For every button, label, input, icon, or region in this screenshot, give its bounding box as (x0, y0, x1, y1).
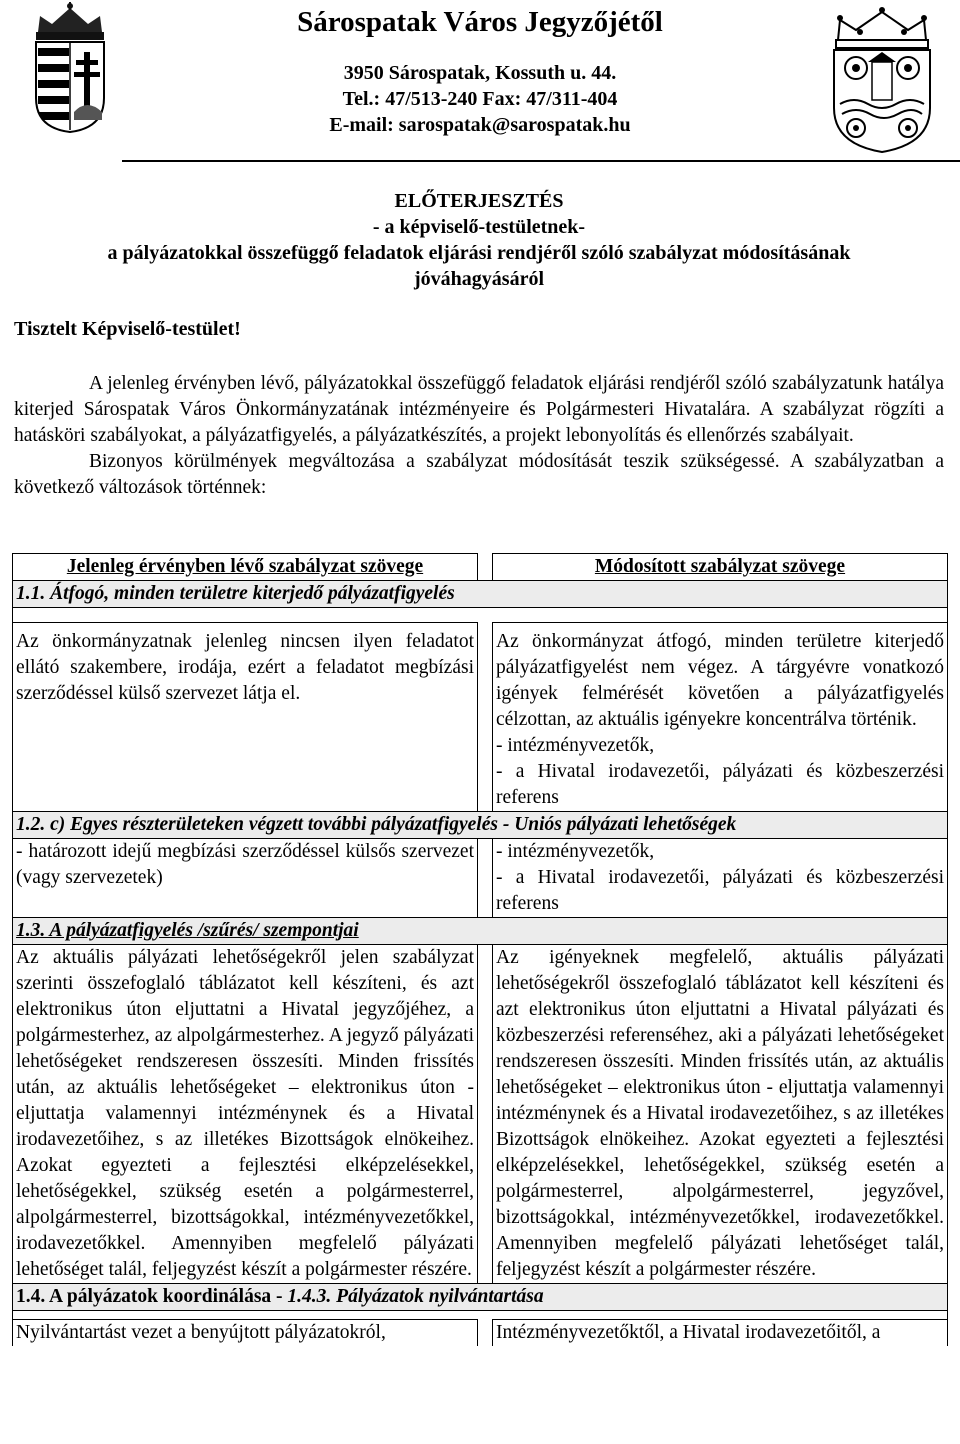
proposal-heading-block (14, 188, 944, 292)
hungarian-coat-of-arms (30, 2, 110, 134)
modified-list-item: - intézményvezetők, (496, 735, 655, 756)
section-title-row (13, 918, 948, 945)
section-body-row (13, 945, 948, 1284)
current-text-cell (13, 623, 478, 812)
proposal-subject-line1: a pályázatokkal összefüggő feladatok eljárási rendjéről szóló szabályzat módosításának (107, 242, 851, 264)
proposal-subject-line2: jóváhagyásáról (414, 268, 544, 290)
section-title-row (13, 581, 948, 608)
current-text-cell (13, 1320, 478, 1347)
intro-paragraph-2: Bizonyos körülmények megváltozása a szabályzat módosítását teszik szükségessé. A szabályzatban a következő változások történnek: (14, 451, 944, 498)
letterhead (160, 0, 800, 138)
intro-text (14, 371, 944, 501)
proposal-addressee: - a képviselő-testületnek- (372, 216, 586, 238)
modified-list-item: - intézményvezetők, (496, 841, 655, 862)
section-title (13, 1284, 948, 1311)
modified-text-cell (493, 945, 948, 1284)
section-title (13, 918, 948, 945)
section-body-row (13, 623, 948, 812)
letterhead-title: Sárospatak Város Jegyzőjétől (297, 6, 663, 38)
section-title-bold: 1.4. A pályázatok koordinálása - (16, 1286, 288, 1307)
modified-text: Intézményvezetőktől, a Hivatal irodavezetőitől, a (496, 1322, 881, 1343)
section-title-row (13, 812, 948, 839)
column-header-current: Jelenleg érvényben lévő szabályzat szövege (13, 554, 478, 581)
sarospatak-coat-of-arms (826, 4, 938, 154)
section-title-italic: 1.4.3. Pályázatok nyilvántartása (287, 1286, 544, 1307)
section-title-text: 1.1. Átfogó, minden területre kiterjedő pályázatfigyelés (16, 583, 455, 604)
current-text: - határozott idejű megbízási szerződéssel külsős szervezet (vagy szervezetek) (16, 841, 474, 888)
section-spacer-row (13, 1311, 948, 1320)
modified-list-item: - a Hivatal irodavezetői, pályázati és közbeszerzési referens (496, 867, 944, 914)
table-header-row (13, 554, 948, 581)
letterhead-email: E-mail: sarospatak@sarospatak.hu (329, 114, 631, 136)
modified-text-cell (493, 839, 948, 918)
modified-text-cell (493, 1320, 948, 1347)
section-title-text: 1.3. A pályázatfigyelés /szűrés/ szempontjai (16, 920, 359, 941)
section-title-text: 1.2. c) Egyes részterületeken végzett további pályázatfigyelés - Uniós pályázati lehetőségek (16, 814, 737, 835)
column-header-modified: Módosított szabályzat szövege (493, 554, 948, 581)
proposal-heading: ELŐTERJESZTÉS (394, 190, 564, 212)
section-title-row (13, 1284, 948, 1311)
section-spacer-row (13, 608, 948, 623)
letterhead-address: 3950 Sárospatak, Kossuth u. 44. (343, 62, 617, 84)
current-text: Az önkormányzatnak jelenleg nincsen ilyen feladatot ellátó szakembere, irodája, ezért a feladatot megbízási szerződéssel külső szervezet látja el. (16, 631, 474, 704)
letterhead-divider (122, 160, 960, 162)
letterhead-phone-fax: Tel.: 47/513-240 Fax: 47/311-404 (342, 88, 618, 110)
current-text: Az aktuális pályázati lehetőségekről jelen szabályzat szerinti összefoglaló táblázatot kell készíteni, és azt elektronikus úton eljuttatni a Hivatal jegyzőjéhez, a polgármesterhez, az alpolgármesterhez. A jegyző pályázati lehetőségeket rendszeresen összesíti. Minden frissítés után, az aktuális lehetőségeket – elektronikus úton - eljuttatja valamennyi intézménynek és a Hivatal irodavezetőihez, s az illetékes Bizottságok elnökeihez. Azokat egyezteti a fejlesztési elképzelésekkel, lehetőségekkel, szükség esetén a polgármesterrel, alpolgármesterrel, bizottságokkal, intézményvezetőkkel, irodavezetőkkel. Amennyiben megfelelő pályázati lehetőséget talál, feljegyzést készít a polgármester részére. (16, 947, 474, 1280)
current-text: Nyilvántartást vezet a benyújtott pályázatokról, (16, 1322, 386, 1343)
current-text-cell (13, 945, 478, 1284)
intro-paragraph-1: A jelenleg érvényben lévő, pályázatokkal összefüggő feladatok eljárási rendjéről szóló szabályzatunk hatálya kiterjed Sárospatak Város Önkormányzatának intézményeire és Polgármesteri Hivatalára. A szabályzat rögzíti a hatásköri szabályokat, a pályázatfigyelés, a pályázatkészítés, a projekt lebonyolítás és ellenőrzés szabályait. (14, 373, 944, 446)
section-body-row (13, 839, 948, 918)
section-title (13, 581, 948, 608)
comparison-table (12, 553, 948, 1346)
modified-text: Az önkormányzat átfogó, minden területre kiterjedő pályázatfigyelést nem végez. A tárgyévre vonatkozó igények felmérését követően a pályázatfigyelés célzottan, az aktuális igényekre koncentrálva történik. (496, 631, 944, 730)
modified-text-cell (493, 623, 948, 812)
salutation: Tisztelt Képviselő-testület! (14, 318, 241, 340)
modified-text: Az igényeknek megfelelő, aktuális pályázati lehetőségekről összefoglaló táblázatot kell készíteni és azt elektronikus úton eljuttatni a Hivatal pályázati és közbeszerzési referenséhez, aki a pályázati lehetőségeket rendszeresen összesíti. Minden frissítés után, az aktuális lehetőségeket – elektronikus úton - eljuttatja valamennyi intézménynek és a Hivatal irodavezetőihez, s az illetékes Bizottságok elnökeihez. Azokat egyezteti a fejlesztési elképzelésekkel, lehetőségekkel, szükség esetén a polgármesterrel, alpolgármesterrel, jegyzővel, bizottságokkal, intézményvezetőkkel, irodavezetőkkel. Amennyiben megfelelő pályázati lehetőséget talál, feljegyzést készít a polgármester részére. (496, 947, 944, 1280)
section-body-row (13, 1320, 948, 1347)
section-title (13, 812, 948, 839)
modified-list-item: - a Hivatal irodavezetői, pályázati és közbeszerzési referens (496, 761, 944, 808)
current-text-cell (13, 839, 478, 918)
